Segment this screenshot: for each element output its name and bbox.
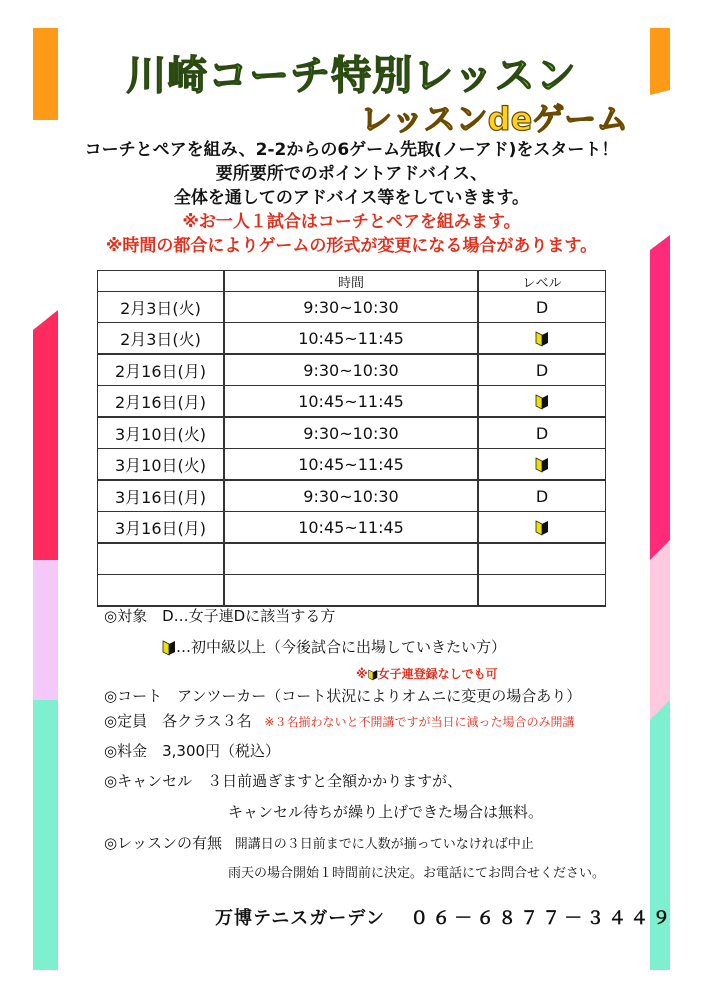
court-info: ◎コート アンツーカー（コート状況によりオムニに変更の場合あり）	[104, 687, 582, 705]
fee-info: ◎料金 3,300円（税込）	[104, 742, 281, 760]
cell-date	[98, 543, 225, 575]
beginner-mark-icon	[535, 331, 549, 347]
cell-level	[478, 575, 606, 607]
table-row	[98, 354, 606, 386]
table-row	[98, 512, 606, 544]
page-subtitle: レッスンdeゲーム	[360, 100, 629, 138]
table-row	[98, 480, 606, 512]
cell-level	[478, 512, 606, 544]
footer	[215, 904, 674, 930]
intro-line-3: 全体を通してのアドバイス等をしていきます。	[173, 188, 530, 208]
header-time: 時間	[224, 271, 478, 292]
cell-date: 2月3日(火)	[98, 292, 225, 323]
table-row	[98, 386, 606, 418]
header-level: レベル	[478, 271, 606, 292]
target-note-text: 女子連登録なしでも可	[377, 667, 498, 681]
cell-level: D	[478, 480, 606, 512]
schedule-table	[97, 270, 606, 607]
table-row	[98, 575, 606, 607]
page-title: 川崎コーチ特別レッスン	[126, 53, 577, 99]
table-row	[98, 417, 606, 449]
table-row	[98, 323, 606, 355]
cell-level	[478, 543, 606, 575]
cell-time: 10:45~11:45	[224, 449, 478, 481]
cell-date: 2月16日(月)	[98, 354, 225, 386]
cell-time	[224, 575, 478, 607]
cell-level: D	[478, 292, 606, 323]
table-row	[98, 292, 606, 323]
cell-time: 10:45~11:45	[224, 323, 478, 355]
cell-time: 9:30~10:30	[224, 292, 478, 323]
cell-date: 3月16日(月)	[98, 480, 225, 512]
cell-date: 3月10日(火)	[98, 449, 225, 481]
footer-name: 万博テニスガーデン	[215, 908, 385, 929]
cell-level	[478, 449, 606, 481]
cell-date: 3月16日(月)	[98, 512, 225, 544]
cell-date: 2月16日(月)	[98, 386, 225, 418]
intro-line-1: コーチとペアを組み、2-2からの6ゲーム先取(ノーアド)をスタート！	[84, 140, 619, 160]
cell-time: 9:30~10:30	[224, 354, 478, 386]
cell-time: 9:30~10:30	[224, 480, 478, 512]
footer-phone: ０６－６８７７－３４４９	[410, 908, 675, 929]
target-note-prefix: ※	[356, 667, 368, 681]
note-line-1: ※お一人１試合はコーチとペアを組みます。	[182, 212, 521, 232]
cell-date: 2月3日(火)	[98, 323, 225, 355]
beginner-mark-icon	[368, 669, 378, 681]
beginner-mark-icon	[535, 457, 549, 473]
header-date	[98, 271, 225, 292]
table-header-row	[98, 271, 606, 292]
lesson-label: ◎レッスンの有無	[104, 834, 222, 852]
table-row	[98, 449, 606, 481]
cancel-info-2: キャンセル待ちが繰り上げできた場合は無料。	[228, 803, 544, 821]
cell-date	[98, 575, 225, 607]
rain-info: 雨天の場合開始１時間前に決定。お電話にてお問合せください。	[228, 866, 606, 881]
target-info: ◎対象 D…女子連Dに該当する方	[104, 607, 336, 625]
cell-level: D	[478, 354, 606, 386]
table-row	[98, 543, 606, 575]
lesson-note: 開講日の３日前までに人数が揃っていなければ中止	[234, 837, 534, 852]
cell-level	[478, 386, 606, 418]
cell-time: 10:45~11:45	[224, 512, 478, 544]
capacity-text: ◎定員 各クラス３名	[104, 712, 252, 730]
beginner-mark-icon	[535, 394, 549, 410]
target-beginner-text: …初中級以上（今後試合に出場していきたい方）	[176, 638, 507, 656]
cell-level	[478, 323, 606, 355]
beginner-mark-icon	[162, 640, 176, 656]
cell-level: D	[478, 417, 606, 449]
beginner-mark-icon	[535, 520, 549, 536]
intro-line-2: 要所要所でのポイントアドバイス、	[215, 164, 488, 184]
lesson-info	[104, 832, 534, 853]
note-line-2: ※時間の都合によりゲームの形式が変更になる場合があります。	[105, 236, 598, 256]
cell-time: 10:45~11:45	[224, 386, 478, 418]
target-note	[356, 665, 498, 682]
capacity-info	[104, 710, 574, 731]
cell-time	[224, 543, 478, 575]
target-beginner-info	[162, 636, 506, 657]
cell-time: 9:30~10:30	[224, 417, 478, 449]
cell-date: 3月10日(火)	[98, 417, 225, 449]
capacity-note: ※３名揃わないと不開講ですが当日に減った場合のみ開講	[264, 715, 575, 729]
cancel-info: ◎キャンセル ３日前過ぎますと全額かかりますが、	[104, 772, 463, 790]
